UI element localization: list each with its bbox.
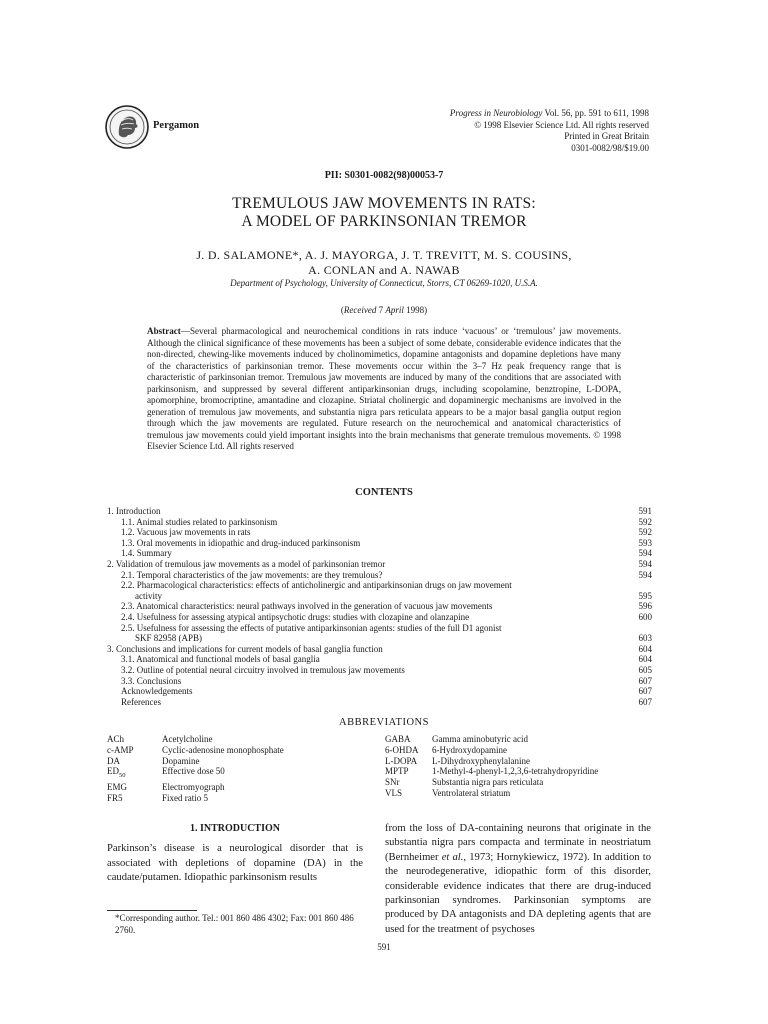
abbreviation-term-text: MPTP xyxy=(385,766,409,777)
toc-entry-text: Acknowledgements xyxy=(121,686,193,697)
pergamon-logo-icon xyxy=(104,104,150,150)
toc-entry-text: 1.2. Vacuous jaw movements in rats xyxy=(121,527,251,538)
toc-entry xyxy=(107,697,652,708)
abbreviation-row xyxy=(107,766,367,782)
toc-entry xyxy=(107,686,652,697)
toc-entry-page: 604 xyxy=(638,643,652,654)
toc-entry-continuation: SKF 82958 (APB) xyxy=(135,633,203,644)
abbreviation-definition: L-Dihydroxyphenylalanine xyxy=(432,755,530,766)
abbreviation-definition: Fixed ratio 5 xyxy=(162,792,208,803)
abbreviations-right-column xyxy=(385,734,655,799)
toc-entry xyxy=(107,517,652,528)
toc-entry-title xyxy=(107,654,622,665)
toc-entry xyxy=(107,654,652,665)
abbreviation-term-text: c-AMP xyxy=(107,744,134,755)
toc-entry-title xyxy=(107,517,622,528)
toc-entry-page: 604 xyxy=(638,654,652,665)
intro-continued-2: , 1973; Hornykiewicz, 1972). In addition to the neurodegenerative, idiopathic form of this disorder, considerable evidence indicates that there are drug-induced parkinsonian syndromes. Parkinsonian symptoms are produced by DA antagonists and DA depleting agents that are used for the treatment of psychoses xyxy=(385,851,651,935)
journal-name: Progress in Neurobiology xyxy=(449,108,543,118)
abbreviation-term xyxy=(385,756,432,767)
abbreviation-definition: Effective dose 50 xyxy=(162,766,225,777)
printed-line: Printed in Great Britain xyxy=(564,131,649,141)
toc-entry-text: 2.1. Temporal characteristics of the jaw movements: are they tremulous? xyxy=(121,569,383,580)
toc-entry-page: 595 xyxy=(638,590,652,601)
title-line-2: A MODEL OF PARKINSONIAN TREMOR xyxy=(241,213,527,230)
journal-citation-line xyxy=(450,108,649,120)
footnote-rule xyxy=(107,910,197,911)
abbreviation-row xyxy=(107,793,367,804)
abbreviation-term-text: L-DOPA xyxy=(385,755,418,766)
abbreviation-row xyxy=(385,734,655,745)
toc-entry-page: 596 xyxy=(638,601,652,612)
toc-entry-continuation: activity xyxy=(135,590,162,601)
abbreviation-definition: Acetylcholine xyxy=(162,734,213,744)
received-day: 7 xyxy=(376,305,386,315)
abbreviation-term-text: 6-OHDA xyxy=(385,744,419,755)
introduction-paragraph: Parkinson’s disease is a neurological disorder that is associated with depletions of dopamine (DA) in the caudate/putamen. Idiopathic parkinsonism results xyxy=(107,843,363,884)
toc-entry-page: 594 xyxy=(638,558,652,569)
toc-entry-page: 607 xyxy=(638,696,652,707)
journal-info xyxy=(450,108,649,154)
toc-entry-page: 607 xyxy=(638,675,652,686)
abbreviation-term-text: ED xyxy=(107,766,119,777)
toc-entry-text: 3.1. Anatomical and functional models of basal ganglia xyxy=(121,654,320,665)
abbreviation-row xyxy=(385,745,655,756)
toc-entry-text: 3.3. Conclusions xyxy=(121,675,182,686)
toc-entry xyxy=(107,527,652,538)
abbreviation-term-text: VLS xyxy=(385,787,403,798)
toc-entry-title xyxy=(107,538,622,549)
abstract xyxy=(147,326,621,453)
received-label: Received xyxy=(343,305,377,315)
corresponding-author-footnote xyxy=(107,912,363,936)
abbreviation-term xyxy=(107,756,162,767)
toc-entry-title xyxy=(107,697,622,708)
abbreviation-term-text: FR5 xyxy=(107,792,123,803)
toc-entry-text: 1. Introduction xyxy=(107,506,161,516)
authors-line-1: J. D. SALAMONE*, A. J. MAYORGA, J. T. TREVITT, M. S. COUSINS, xyxy=(196,248,572,262)
toc-entry xyxy=(107,623,652,644)
abbreviation-term xyxy=(385,745,432,756)
received-date xyxy=(0,305,768,315)
toc-entry-title xyxy=(107,580,622,601)
toc-entry-text: 3.2. Outline of potential neural circuitry involved in tremulous jaw movements xyxy=(121,664,405,675)
toc-entry-page: 603 xyxy=(638,633,652,644)
abbreviation-term xyxy=(107,745,162,756)
table-of-contents xyxy=(107,506,652,707)
received-month: April xyxy=(385,305,404,315)
authors-line-2: A. CONLAN and A. NAWAB xyxy=(308,263,460,277)
toc-entry-page: 607 xyxy=(638,686,652,697)
journal-volume: Vol. 56, pp. 591 to 611, 1998 xyxy=(542,108,649,118)
toc-entry-title xyxy=(107,676,622,687)
paper-title xyxy=(0,195,768,231)
abbreviations-heading: ABBREVIATIONS xyxy=(339,717,429,728)
pii-identifier: PII: S0301-0082(98)00053-7 xyxy=(324,170,444,181)
intro-continued-1: from the loss of DA-containing neurons that originate in the substantia nigra pars compacta and terminate in neostriatum (Bernheimer xyxy=(385,823,651,863)
toc-entry-page: 592 xyxy=(638,527,652,538)
abbreviation-row xyxy=(107,734,367,745)
toc-entry xyxy=(107,601,652,612)
abbreviation-row xyxy=(385,777,655,788)
toc-entry-title xyxy=(107,570,622,581)
abbreviation-row xyxy=(107,782,367,793)
toc-entry xyxy=(107,644,652,655)
abbreviation-term xyxy=(385,734,432,745)
toc-entry xyxy=(107,538,652,549)
toc-entry-title xyxy=(107,686,622,697)
abbreviation-row xyxy=(107,756,367,767)
toc-entry-text: References xyxy=(121,696,161,707)
abbreviation-term xyxy=(385,766,432,777)
toc-entry-text: 2.2. Pharmacological characteristics: effects of anticholinergic and antiparkinsonian drugs on jaw movement xyxy=(121,580,512,591)
footnote-text: *Corresponding author. Tel.: 001 860 486 4302; Fax: 001 860 486 2760. xyxy=(115,913,354,935)
body-left-column xyxy=(107,822,363,886)
toc-entry-title xyxy=(107,612,622,623)
toc-entry-title xyxy=(107,527,622,538)
toc-entry xyxy=(107,506,652,517)
abbreviation-definition: Gamma aminobutyric acid xyxy=(432,734,528,744)
abbreviation-term-text: DA xyxy=(107,755,120,766)
toc-entry-page: 600 xyxy=(638,611,652,622)
abbreviation-definition: Cyclic-adenosine monophosphate xyxy=(162,744,284,755)
received-year: 1998) xyxy=(403,305,428,315)
toc-entry-title xyxy=(107,548,622,559)
abbreviations-left-column xyxy=(107,734,367,804)
toc-entry-title xyxy=(107,506,622,517)
toc-entry xyxy=(107,612,652,623)
toc-entry-title xyxy=(107,559,622,570)
copyright-line: © 1998 Elsevier Science Ltd. All rights reserved xyxy=(474,119,649,130)
abbreviation-term-text: GABA xyxy=(385,734,411,744)
publisher-name: Pergamon xyxy=(153,120,200,131)
author-list xyxy=(0,248,768,278)
toc-entry xyxy=(107,676,652,687)
abbreviation-term-text: SNr xyxy=(385,777,400,788)
toc-entry-text: 2.5. Usefulness for assessing the effects of putative antiparkinsonian agents: studies of the full D1 agonist xyxy=(121,622,502,633)
abbreviation-term xyxy=(385,777,432,788)
toc-entry-text: 1.1. Animal studies related to parkinsonism xyxy=(121,516,278,527)
abstract-label: Abstract xyxy=(147,326,181,336)
received-open: ( xyxy=(340,305,344,315)
toc-entry-title xyxy=(107,623,622,644)
toc-entry-text: 1.4. Summary xyxy=(121,548,172,559)
toc-entry-page: 592 xyxy=(638,516,652,527)
title-line-1: TREMULOUS JAW MOVEMENTS IN RATS: xyxy=(232,195,536,212)
abbreviation-term xyxy=(107,782,162,793)
abbreviation-definition: 1-Methyl-4-phenyl-1,2,3,6-tetrahydropyridine xyxy=(432,766,599,777)
toc-entry-text: 2. Validation of tremulous jaw movements as a model of parkinsonian tremor xyxy=(107,558,386,569)
toc-entry-page: 594 xyxy=(638,548,652,559)
toc-entry-page: 605 xyxy=(638,664,652,675)
toc-entry-text: 3. Conclusions and implications for current models of basal ganglia function xyxy=(107,643,383,654)
abbreviation-term xyxy=(107,734,162,745)
abbreviation-row xyxy=(385,788,655,799)
toc-entry xyxy=(107,548,652,559)
toc-entry xyxy=(107,570,652,581)
abbreviation-term xyxy=(107,766,162,782)
body-right-column xyxy=(385,822,651,937)
toc-entry-page: 591 xyxy=(638,506,652,516)
affiliation: Department of Psychology, University of Connecticut, Storrs, CT 06269-1020, U.S.A. xyxy=(230,278,538,288)
introduction-heading: 1. INTRODUCTION xyxy=(189,823,280,834)
issn-line: 0301-0082/98/$19.00 xyxy=(571,142,649,153)
abbreviation-definition: 6-Hydroxydopamine xyxy=(432,744,507,755)
abbreviation-term xyxy=(385,788,432,799)
toc-entry xyxy=(107,559,652,570)
toc-entry-page: 594 xyxy=(638,569,652,580)
abbreviation-definition: Ventrolateral striatum xyxy=(432,787,511,798)
toc-entry xyxy=(107,580,652,601)
toc-entry-title xyxy=(107,644,622,655)
abbreviation-row xyxy=(385,766,655,777)
abbreviation-row xyxy=(385,756,655,767)
abbreviation-row xyxy=(107,745,367,756)
abbreviation-definition: Dopamine xyxy=(162,755,200,766)
page-number: 591 xyxy=(377,942,391,952)
abbreviation-definition: Substantia nigra pars reticulata xyxy=(432,777,544,788)
abbreviation-term-text: EMG xyxy=(107,781,127,792)
toc-entry-page: 593 xyxy=(638,537,652,548)
abbreviation-term-text: ACh xyxy=(107,734,125,744)
abbreviation-definition: Electromyograph xyxy=(162,781,225,792)
toc-entry-title xyxy=(107,601,622,612)
toc-entry-text: 2.3. Anatomical characteristics: neural pathways involved in the generation of vacuous jaw movements xyxy=(121,601,493,612)
et-al: et al. xyxy=(441,851,464,863)
abbreviation-term xyxy=(107,793,162,804)
abbreviation-subscript: 50 xyxy=(119,772,126,780)
toc-entry-text: 2.4. Usefulness for assessing atypical antipsychotic drugs: studies with clozapine and olanzapine xyxy=(121,611,470,622)
toc-entry-text: 1.3. Oral movements in idiopathic and drug-induced parkinsonism xyxy=(121,537,361,548)
toc-entry xyxy=(107,665,652,676)
contents-heading: CONTENTS xyxy=(355,487,413,498)
abstract-text: —Several pharmacological and neurochemical conditions in rats induce ‘vacuous’ or ‘tremulous’ jaw movements. Although the clinical significance of these movements has been a subject of some debate, considerable evidence indicates that the non-directed, chewing-like movements induced by cholinomimetics, dopamine antagonists and dopamine depletions have many of the characteristics of parkinsonian tremor. These movements occur within the 3–7 Hz peak frequency range that is characteristic of parkinsonian tremor. Tremulous jaw movements are induced by many of the conditions that are associated with parkinsonism, and suppressed by several different antiparkinsonian drugs, including scopolamine, benztropine, L-DOPA, apomorphine, bromocriptine, amantadine and clozapine. Striatal cholinergic and dopaminergic mechanisms are involved in the generation of tremulous jaw movements, and substantia nigra pars reticulata appears to be a major basal ganglia output region through which the jaw movements are regulated. Future research on the neurochemical and anatomical characteristics of tremulous jaw movements could yield important insights into the brain mechanisms that generate tremulous movements. © 1998 Elsevier Science Ltd. All rights reserved xyxy=(147,326,621,451)
toc-entry-title xyxy=(107,665,622,676)
